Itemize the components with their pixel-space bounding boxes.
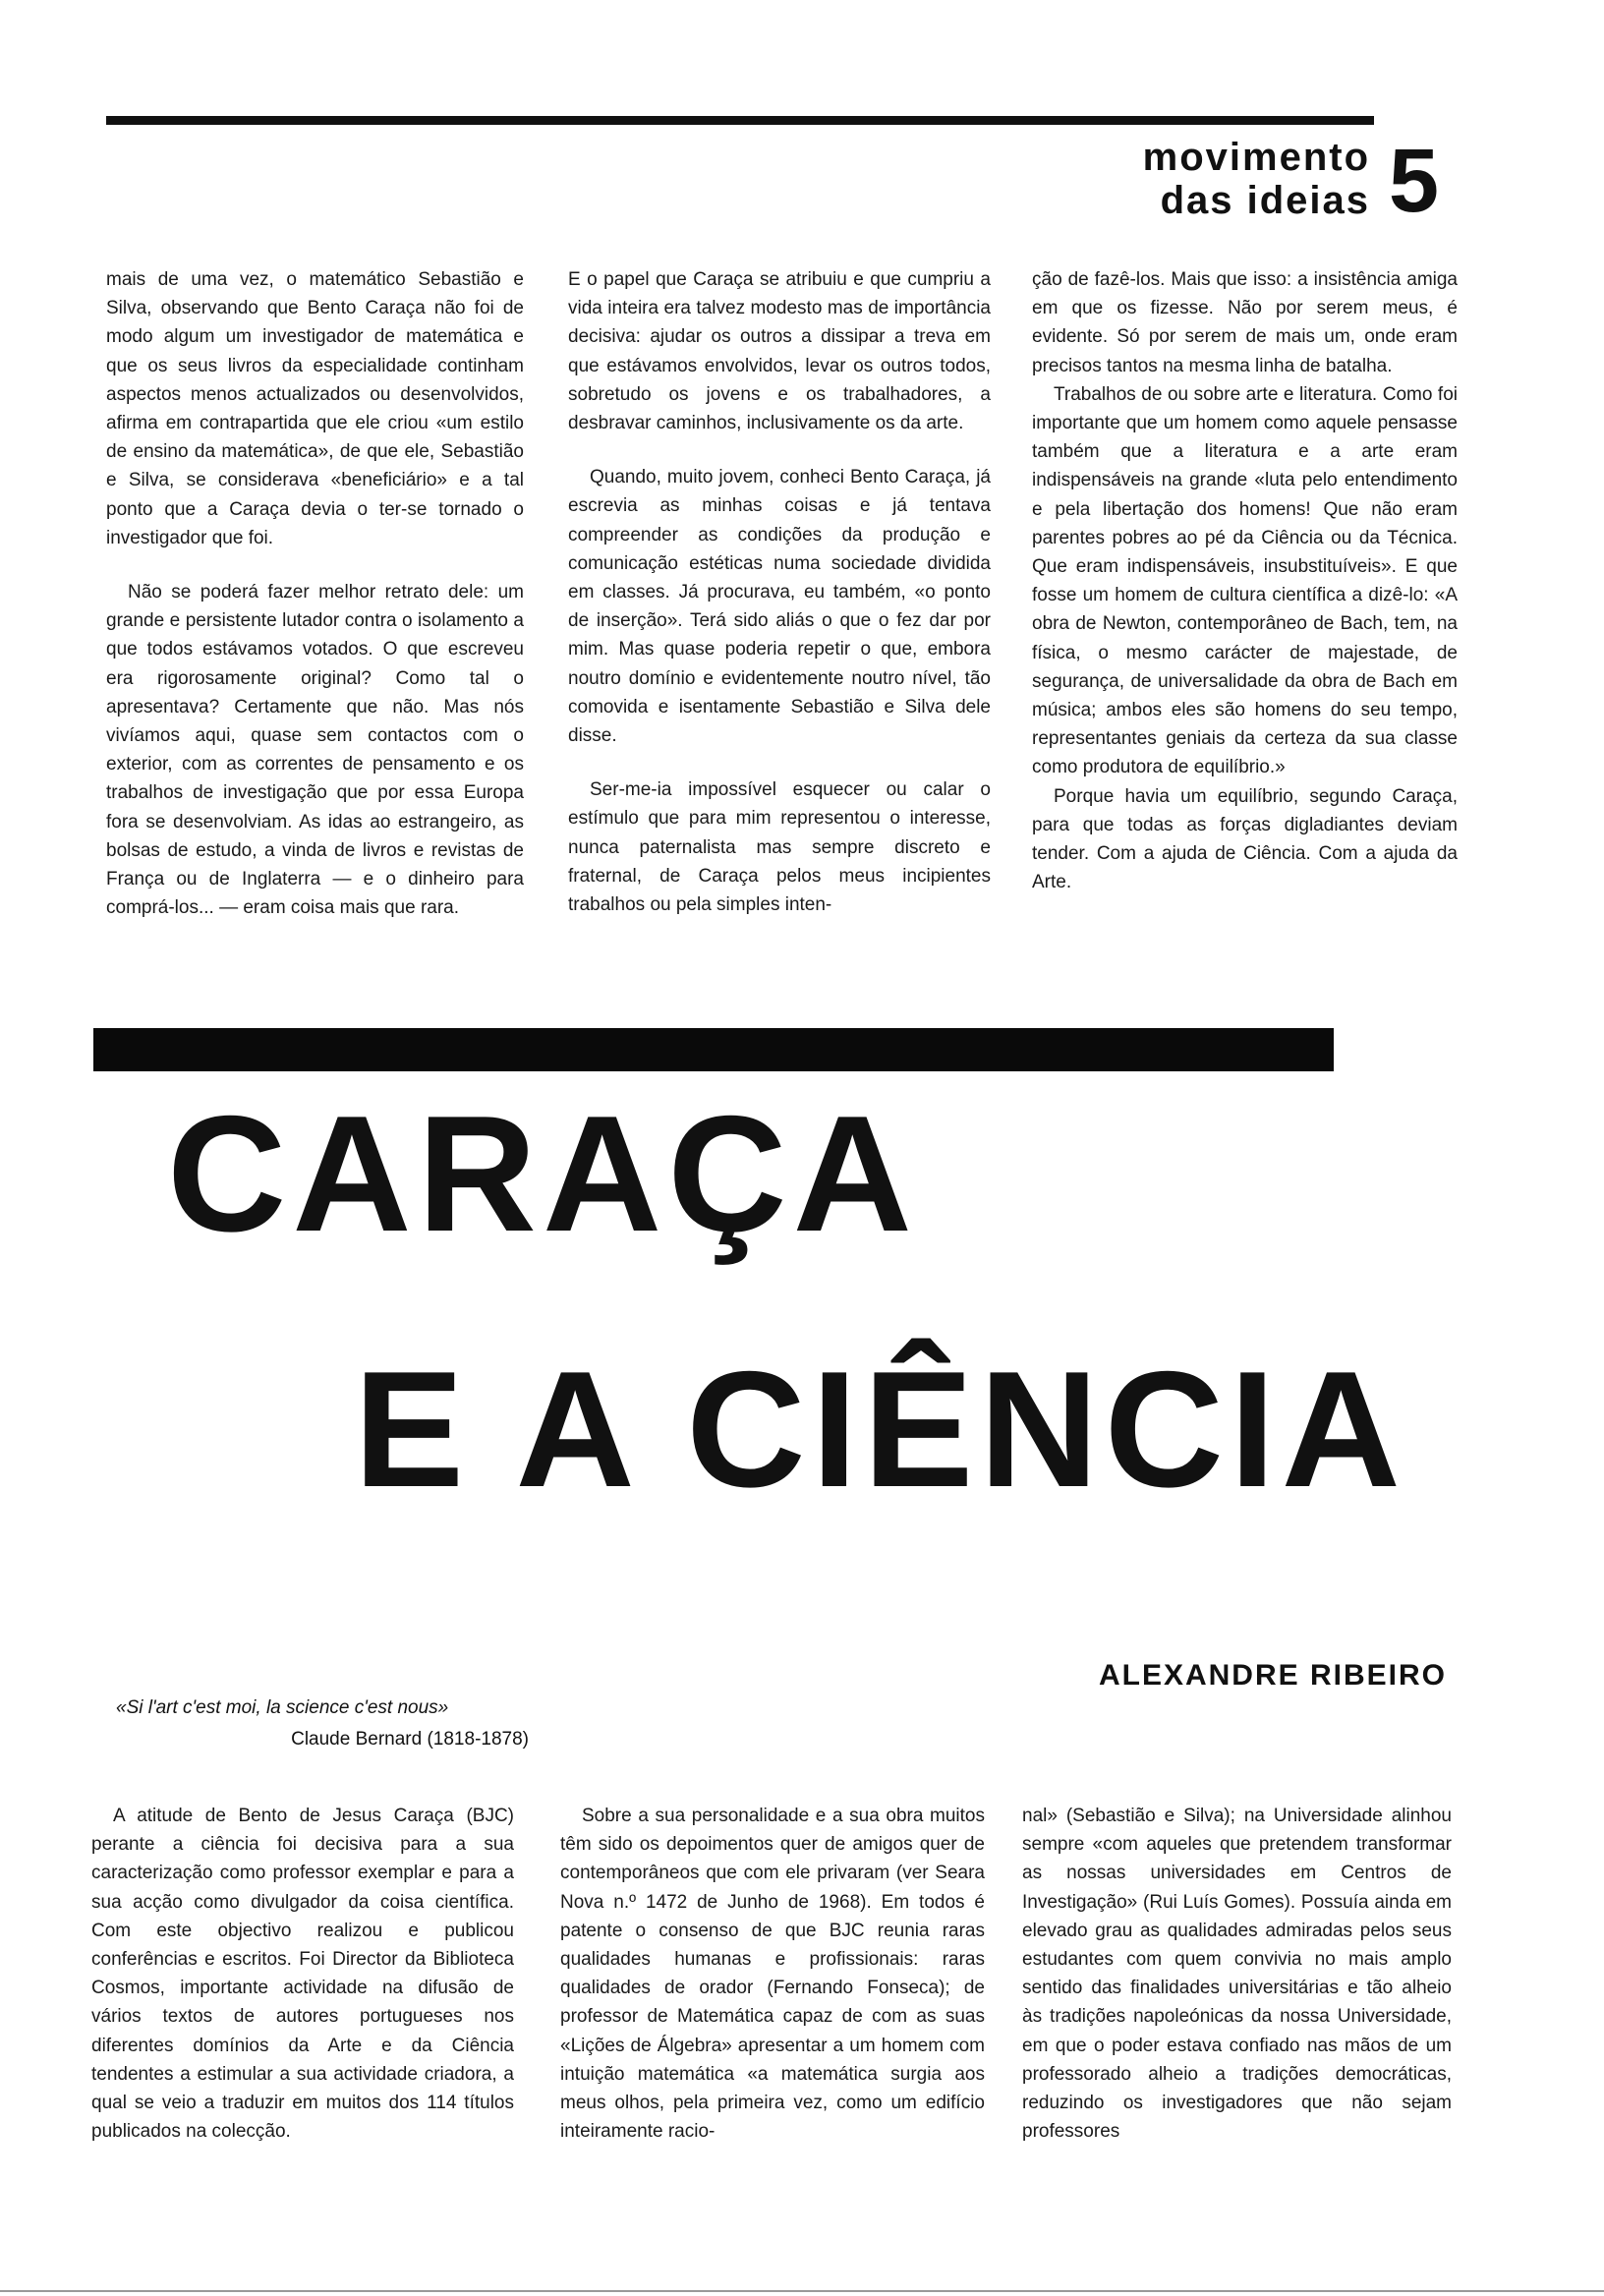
paragraph: Trabalhos de ou sobre arte e literatura. Como foi importante que um homem como aquele pensasse também que a literatura e a arte eram indispensáveis na grande «luta pelo entendimento e pela libertação dos homens! Que não eram parentes pobres ao pé da Ciência ou da Técnica. Que eram indispensáveis, insubstituíveis». E que fosse um homem de cultura científica a dizê-lo: «A obra de Newton, contemporâneo de Bach, tem, na física, o mesmo carácter de majestade, de segurança, de universalidade da obra de Bach em música; ambos eles são homens do seu tempo, representantes geniais da certeza da sua classe como produtora de equilíbrio.» <box>1032 383 1458 778</box>
paragraph: A atitude de Bento de Jesus Caraça (BJC) perante a ciência foi decisiva para a sua caracterização como professor exemplar e para a sua acção como divulgador da coisa científica. Com este objectivo realizou e publicou conferências e escritos. Foi Director da Biblioteca Cosmos, importante actividade na difusão de vários textos de autores portugueses nos diferentes domínios da Arte e da Ciência tendentes a estimular a sua actividade criadora, a qual se veio a traduzir em muitos dos 114 títulos publicados na colecção. <box>91 1806 514 2143</box>
article-title-line1: CARAÇA <box>167 1081 918 1266</box>
paragraph: nal» (Sebastião e Silva); na Universidade alinhou sempre «com aqueles que pretendem transformar as nossas universidades em Centros de Investigação» (Rui Luís Gomes). Possuía ainda em elevado grau as qualidades admiradas pelos seus estudantes com quem convivia no mais amplo sentido das finalidades universitárias e tão alheio às tradições napoleónicas da nossa Universidade, em que o poder estava confiado nas mãos de um professorado alheio a tradições democráticas, reduzindo os investigadores que não sejam professores <box>1022 1806 1452 2143</box>
top-column-2 <box>568 265 991 919</box>
page-edge <box>0 2290 1604 2292</box>
paragraph: Sobre a sua personalidade e a sua obra muitos têm sido os depoimentos quer de amigos quer de contemporâneos que com ele privaram (ver Seara Nova n.º 1472 de Junho de 1968). Em todos é patente o consenso de que BJC reunia raras qualidades humanas e profissionais: raras qualidades de orador (Fernando Fonseca); de professor de Matemática capaz de com as suas «Lições de Álgebra» apresentar a um homem com intuição matemática «a matemática surgia aos meus olhos, pela primeira vez, como um edifício inteiramente racio- <box>560 1806 985 2143</box>
paragraph: ção de fazê-los. Mais que isso: a insistência amiga em que os fizesse. Não por serem meus, é evidente. Só por serem de mais um, onde eram precisos tantos na mesma linha de batalha. <box>1032 269 1458 376</box>
bottom-column-1 <box>91 1802 514 2146</box>
epigraph-attribution: Claude Bernard (1818-1878) <box>291 1729 529 1750</box>
article-title-line2: E A CIÊNCIA <box>354 1337 1406 1521</box>
paragraph: Não se poderá fazer melhor retrato dele: um grande e persistente lutador contra o isolamento a que todos estávamos votados. O que escreveu era rigorosamente original? Como tal o apresentava? Certamente que não. Mas nós vivíamos aqui, quase sem contactos com o exterior, com as correntes de pensamento e os trabalhos de investigação que por essa Europa fora se desenvolviam. As idas ao estrangeiro, as bolsas de estudo, a vinda de livros e revistas de França ou de Inglaterra — e o dinheiro para comprá-los... — eram coisa mais que rara. <box>106 582 524 919</box>
title-bar <box>93 1028 1334 1071</box>
section-header <box>1142 131 1439 231</box>
paragraph: Porque havia um equilíbrio, segundo Caraça, para que todas as forças digladiantes deviam tender. Com a ajuda de Ciência. Com a ajuda da Arte. <box>1032 785 1458 893</box>
paragraph: E o papel que Caraça se atribuiu e que cumpriu a vida inteira era talvez modesto mas de importância decisiva: ajudar os outros a dissipar a treva em que estávamos envolvidos, levar os outros todos, sobretudo os jovens e os trabalhadores, a desbravar caminhos, inclusivamente os da arte. <box>568 269 991 434</box>
paragraph: mais de uma vez, o matemático Sebastião e Silva, observando que Bento Caraça não foi de modo algum um investigador de matemática e que os seus livros da especialidade continham aspectos menos actualizados ou desenvolvidos, afirma em contrapartida que ele criou «um estilo de ensino da matemática», de que ele, Sebastião e Silva, se considerava «beneficiário» e a tal ponto que a Caraça devia o ter-se tornado o investigador que foi. <box>106 269 524 548</box>
paragraph: Ser-me-ia impossível esquecer ou calar o estímulo que para mim representou o interesse, nunca paternalista mas sempre discreto e fraternal, de Caraça pelos meus incipientes trabalhos ou pela simples inten- <box>568 779 991 916</box>
epigraph <box>116 1693 529 1755</box>
top-column-1 <box>106 265 524 922</box>
section-title-line1: movimento <box>1142 136 1370 179</box>
section-title-line2: das ideias <box>1160 179 1370 222</box>
bottom-column-3 <box>1022 1802 1452 2146</box>
header-rule <box>106 116 1374 125</box>
author-name: ALEXANDRE RIBEIRO <box>1098 1659 1447 1692</box>
paragraph: Quando, muito jovem, conheci Bento Caraça, já escrevia as minhas coisas e já tentava compreender as condições da produção e comunicação estéticas numa sociedade dividida em classes. Já procurava, eu também, «o ponto de inserção». Terá sido aliás o que o fez dar por mim. Mas quase poderia repetir o que, embora noutro domínio e evidentemente noutro nível, tão comovida e isentamente Sebastião e Silva dele disse. <box>568 467 991 747</box>
bottom-column-2 <box>560 1802 985 2146</box>
top-column-3 <box>1032 265 1458 896</box>
epigraph-quote: «Si l'art c'est moi, la science c'est nous» <box>116 1697 449 1718</box>
page-number: 5 <box>1388 131 1439 231</box>
